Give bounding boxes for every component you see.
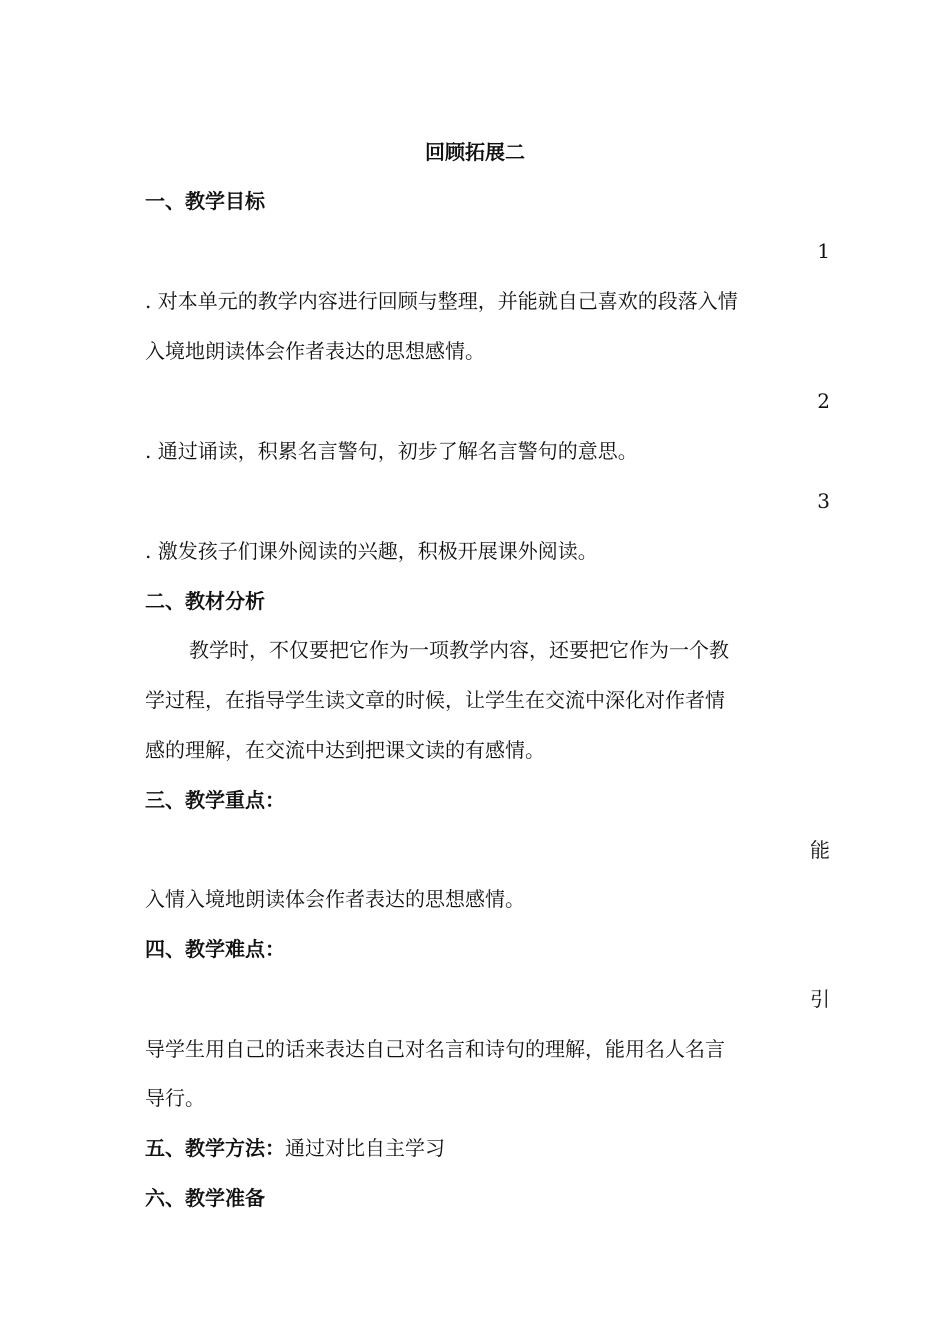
- list-number: 3: [817, 489, 830, 513]
- paragraph-line: 入境地朗读体会作者表达的思想感情。: [145, 339, 485, 363]
- paragraph-line: . 激发孩子们课外阅读的兴趣，积极开展课外阅读。: [145, 539, 598, 563]
- paragraph-line: 教学时，不仅要把它作为一项教学内容，还要把它作为一个教: [189, 638, 729, 662]
- section-heading-methods-label: 五、教学方法：: [145, 1136, 285, 1160]
- paragraph-line: 导学生用自己的话来表达自己对名言和诗句的理解，能用名人名言: [145, 1037, 725, 1061]
- paragraph-line: . 通过诵读，积累名言警句，初步了解名言警句的意思。: [145, 439, 638, 463]
- paragraph-line: 导行。: [145, 1086, 205, 1110]
- paragraph-line: 入情入境地朗读体会作者表达的思想感情。: [145, 887, 525, 911]
- paragraph-first-char: 能: [810, 838, 830, 862]
- section-heading-difficulties: 四、教学难点：: [145, 937, 285, 961]
- document-title: 回顾拓展二: [425, 140, 525, 164]
- section-heading-analysis: 二、教材分析: [145, 589, 265, 613]
- list-number: 1: [817, 239, 830, 263]
- paragraph-line: 感的理解，在交流中达到把课文读的有感情。: [145, 738, 545, 762]
- section-methods-text: 通过对比自主学习: [285, 1136, 445, 1160]
- paragraph-line: . 对本单元的教学内容进行回顾与整理，并能就自己喜欢的段落入情: [145, 289, 738, 313]
- paragraph-line: 学过程，在指导学生读文章的时候，让学生在交流中深化对作者情: [145, 688, 725, 712]
- section-heading-methods: [145, 1134, 830, 1162]
- list-number: 2: [817, 389, 830, 413]
- section-heading-objectives: 一、教学目标: [145, 189, 265, 213]
- section-heading-key-points: 三、教学重点：: [145, 788, 285, 812]
- section-heading-preparation: 六、教学准备: [145, 1186, 265, 1210]
- paragraph-first-char: 引: [810, 987, 830, 1011]
